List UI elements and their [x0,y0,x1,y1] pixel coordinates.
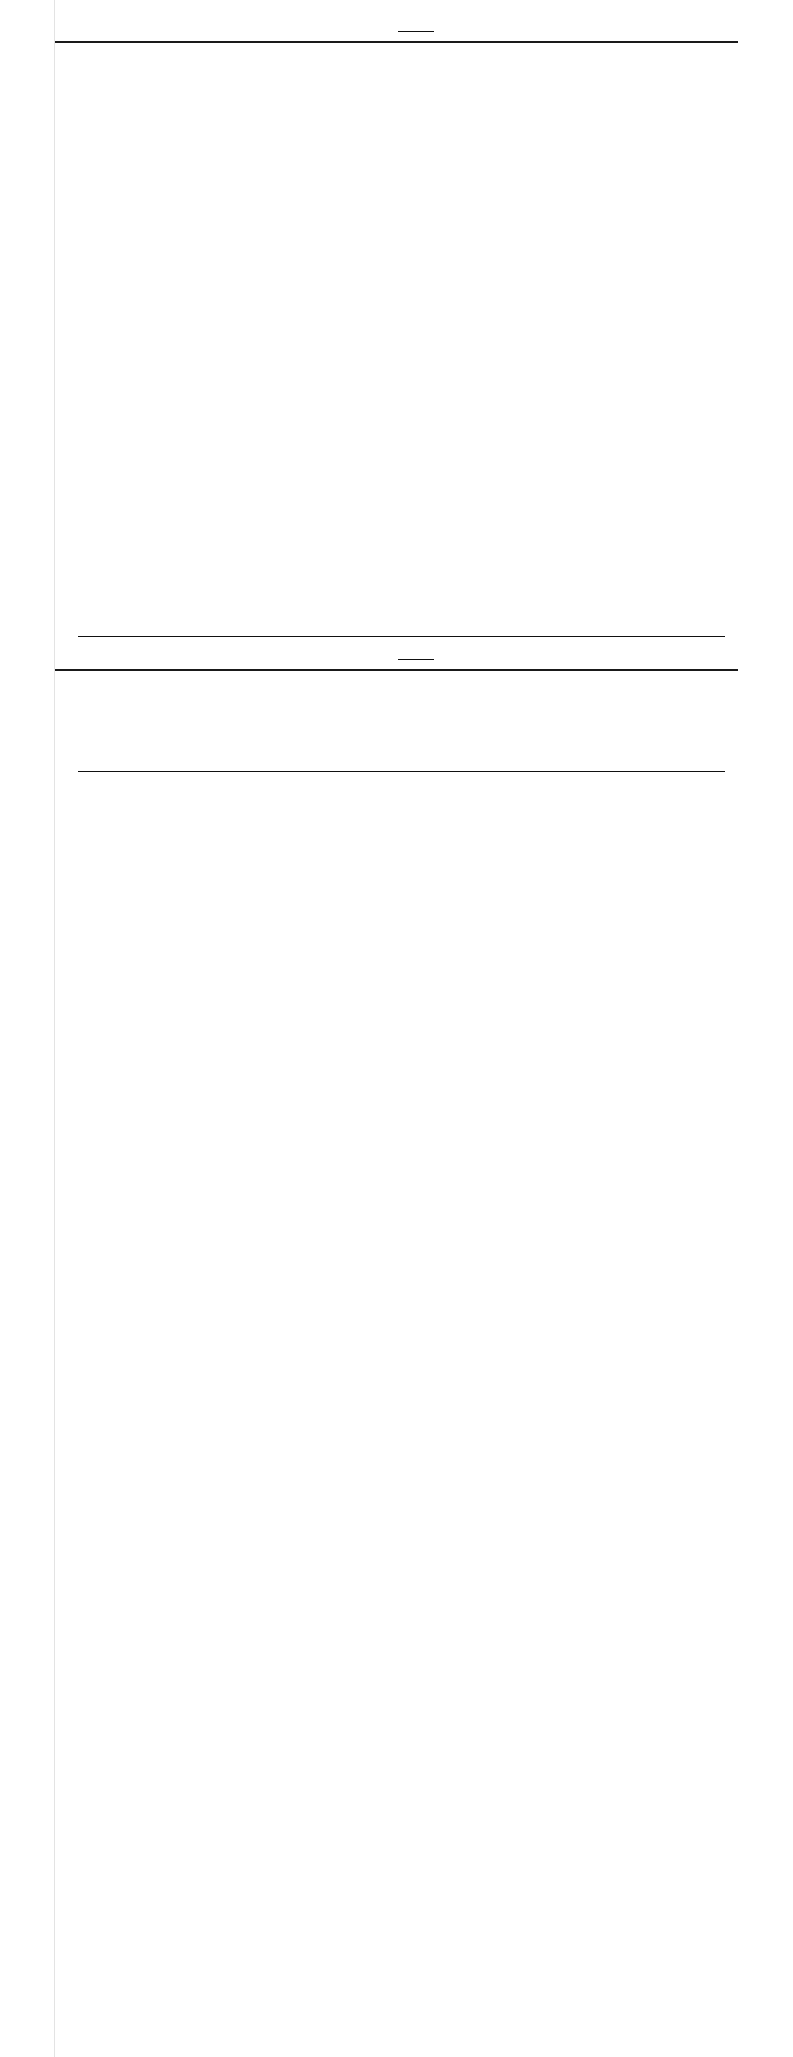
qr-block [695,89,765,158]
page2-running-header [55,641,738,671]
page-edge-line [54,0,55,2057]
page-number-value [398,659,434,660]
page1-running-header [55,0,738,43]
header-page-number [398,648,434,664]
page-number-value [398,31,434,32]
page2-footer [78,771,725,776]
qr-code [697,89,763,155]
header-page-number [398,20,434,36]
report-title [0,158,793,258]
